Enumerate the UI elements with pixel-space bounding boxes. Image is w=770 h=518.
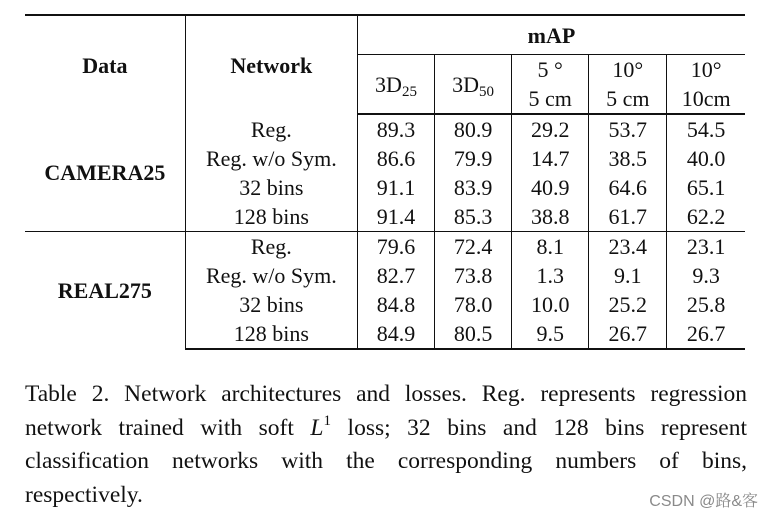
value-cell: 25.8 (686, 292, 726, 317)
value-cell: 80.9 (435, 114, 512, 144)
value-cell: 38.8 (512, 202, 589, 232)
value-cell: 64.6 (589, 173, 667, 202)
network-label: Reg. w/o Sym. (185, 144, 357, 173)
network-label: 128 bins (185, 202, 357, 232)
value-cell: 8.1 (512, 232, 589, 262)
value-cell: 62.2 (686, 204, 726, 229)
header-metric (512, 55, 589, 115)
value-cell: 78.0 (435, 290, 512, 319)
value-cell: 53.7 (589, 114, 667, 144)
value-cell: 26.7 (589, 319, 667, 349)
network-label: Reg. (185, 114, 357, 144)
value-cell: 23.4 (589, 232, 667, 262)
value-cell: 86.6 (357, 144, 434, 173)
table-row (25, 232, 745, 262)
results-table (25, 14, 745, 350)
header-network: Network (185, 15, 357, 114)
value-cell: 40.9 (512, 173, 589, 202)
header-metric (435, 55, 512, 115)
value-cell: 10.0 (512, 290, 589, 319)
header-metric-main: 5 ° (537, 57, 563, 82)
value-cell: 40.0 (686, 146, 726, 171)
value-cell: 25.2 (589, 290, 667, 319)
value-cell: 73.8 (435, 261, 512, 290)
dataset-label: CAMERA25 (25, 114, 185, 232)
value-cell: 29.2 (512, 114, 589, 144)
table-caption (25, 378, 747, 512)
table-row (25, 114, 745, 144)
value-cell: 80.5 (435, 319, 512, 349)
header-metric-main: 10° (612, 57, 644, 82)
header-metric-line2: 10cm (681, 86, 731, 111)
value-cell: 23.1 (667, 232, 745, 262)
header-metric-sub: 25 (401, 83, 417, 100)
value-cell: 9.3 (692, 263, 720, 288)
value-cell: 26.7 (667, 319, 745, 349)
value-cell: 82.7 (357, 261, 434, 290)
header-metric-main: 3D (375, 71, 402, 97)
header-metric-main: 3D (452, 71, 480, 97)
header-metric (589, 55, 667, 115)
value-cell: 9.1 (589, 261, 667, 290)
value-cell: 79.9 (435, 144, 512, 173)
network-label: Reg. (185, 232, 357, 262)
caption-math-sup: 1 (323, 412, 331, 429)
value-cell: 91.1 (357, 173, 434, 202)
value-cell: 1.3 (512, 261, 589, 290)
value-cell: 83.9 (435, 173, 512, 202)
caption-math-base: L (310, 414, 324, 441)
dataset-label: REAL275 (25, 232, 185, 350)
csdn-watermark: CSDN @路&客 (649, 493, 758, 510)
caption-label: Table 2. (25, 381, 110, 407)
value-cell: 38.5 (589, 144, 667, 173)
caption-part2: loss; 32 bins and 128 bins represent classification networks with the corresponding numbers of bins, respectively. (25, 414, 747, 508)
value-cell: 84.9 (357, 319, 434, 349)
value-cell: 65.1 (686, 175, 726, 200)
header-metric-line2: 5 cm (528, 86, 572, 111)
value-cell: 61.7 (589, 202, 667, 232)
value-cell: 72.4 (435, 232, 512, 262)
header-data: Data (25, 15, 185, 114)
network-label: Reg. w/o Sym. (185, 261, 357, 290)
value-cell: 54.5 (686, 117, 726, 142)
header-metric-line2: 5 cm (606, 86, 650, 111)
caption-part1: Network architectures and losses. Reg. represents regression network trained with soft (25, 381, 747, 441)
header-map: mAP (357, 15, 745, 55)
network-label: 32 bins (185, 173, 357, 202)
value-cell: 9.5 (512, 319, 589, 349)
header-metric (357, 55, 434, 115)
value-cell: 89.3 (357, 114, 434, 144)
value-cell: 91.4 (357, 202, 434, 232)
network-label: 128 bins (185, 319, 357, 349)
value-cell: 14.7 (512, 144, 589, 173)
header-row-1 (25, 15, 745, 55)
value-cell: 85.3 (435, 202, 512, 232)
header-metric (667, 55, 745, 115)
network-label: 32 bins (185, 290, 357, 319)
header-metric-sub: 50 (479, 83, 495, 100)
value-cell: 84.8 (357, 290, 434, 319)
value-cell: 79.6 (357, 232, 434, 262)
header-metric-main: 10° (690, 57, 722, 82)
